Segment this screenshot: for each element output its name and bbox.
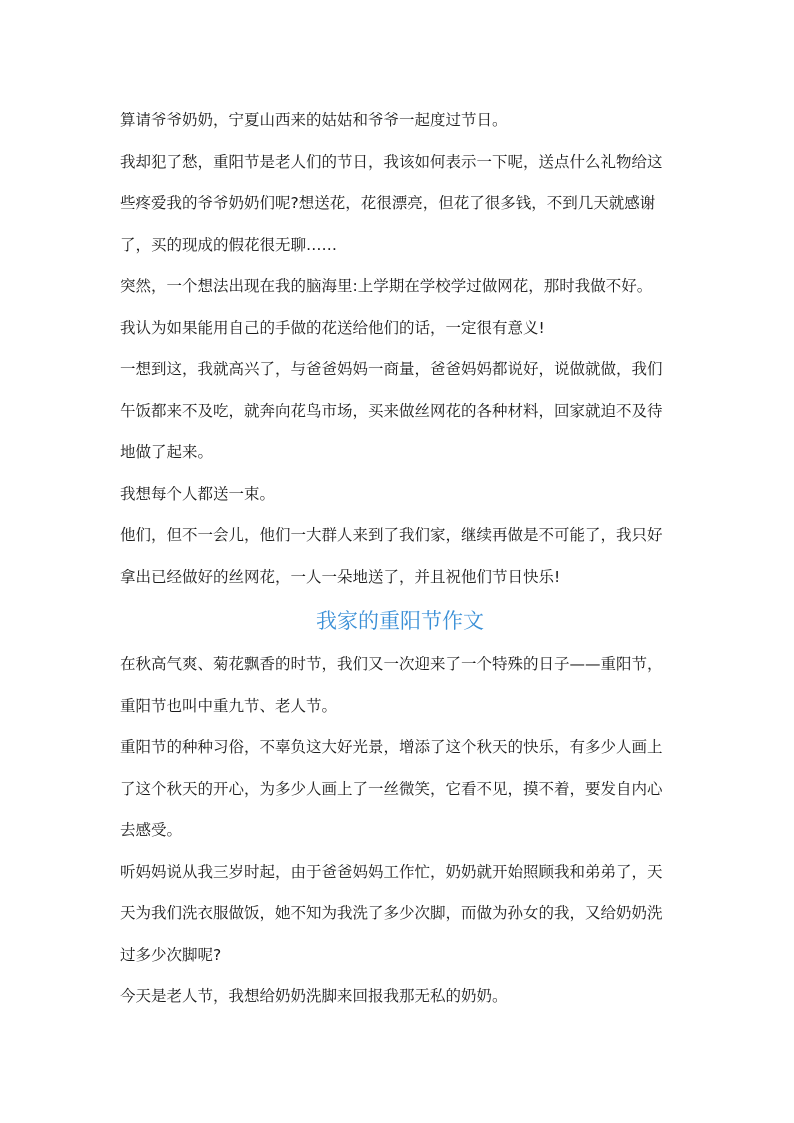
text-line: 他们，但不一会儿，他们一大群人来到了我们家，继续再做是不可能了，我只好 [120, 526, 663, 544]
text-line: 午饭都来不及吃，就奔向花鸟市场，买来做丝网花的各种材料，回家就迫不及待 [120, 401, 663, 420]
text-line: 算请爷爷奶奶，宁夏山西来的姑姑和爷爷一起度过节日。 [120, 111, 508, 129]
text-line: 重阳节的种种习俗，不辜负这大好光景，增添了这个秋天的快乐，有多少人画上 [120, 738, 663, 756]
text-line: 今天是老人节，我想给奶奶洗脚来回报我那无私的奶奶。 [120, 987, 508, 1005]
text-line: 我认为如果能用自己的手做的花送给他们的话，一定很有意义! [120, 318, 545, 337]
text-line: 听妈妈说从我三岁时起，由于爸爸妈妈工作忙，奶奶就开始照顾我和弟弟了，天 [120, 862, 663, 881]
text-line: 我却犯了愁，重阳节是老人们的节日，我该如何表示一下呢，送点什么礼物给这 [120, 152, 663, 171]
text-line: 些疼爱我的爷爷奶奶们呢?想送花，花很漂亮，但花了很多钱，不到几天就感谢 [120, 194, 656, 212]
text-line: 一想到这，我就高兴了，与爸爸妈妈一商量，爸爸妈妈都说好，说做就做，我们 [120, 360, 663, 378]
section-heading: 我家的重阳节作文 [316, 609, 484, 633]
text-line: 天为我们洗衣服做饭，她不知为我洗了多少次脚，而做为孙女的我，又给奶奶洗 [120, 904, 663, 922]
text-line: 拿出已经做好的丝网花，一人一朵地送了，并且祝他们节日快乐! [120, 567, 561, 586]
text-line: 了这个秋天的开心，为多少人画上了一丝微笑，它看不见，摸不着，要发自内心 [120, 779, 663, 798]
text-line: 我想每个人都送一束。 [120, 484, 276, 503]
section-2 [120, 644, 680, 1018]
text-line: 在秋高气爽、菊花飘香的时节，我们又一次迎来了一个特殊的日子——重阳节， [120, 655, 663, 673]
text-line: 突然，一个想法出现在我的脑海里:上学期在学校学过做网花，那时我做不好。 [120, 277, 653, 295]
text-line: 重阳节也叫中重九节、老人节。 [120, 696, 338, 715]
section-1 [120, 100, 680, 598]
text-line: 地做了起来。 [120, 443, 214, 461]
text-line: 了，买的现成的假花很无聊…… [120, 235, 338, 254]
text-line: 过多少次脚呢? [120, 945, 222, 964]
document-body [120, 100, 680, 1018]
text-line: 去感受。 [120, 821, 183, 839]
